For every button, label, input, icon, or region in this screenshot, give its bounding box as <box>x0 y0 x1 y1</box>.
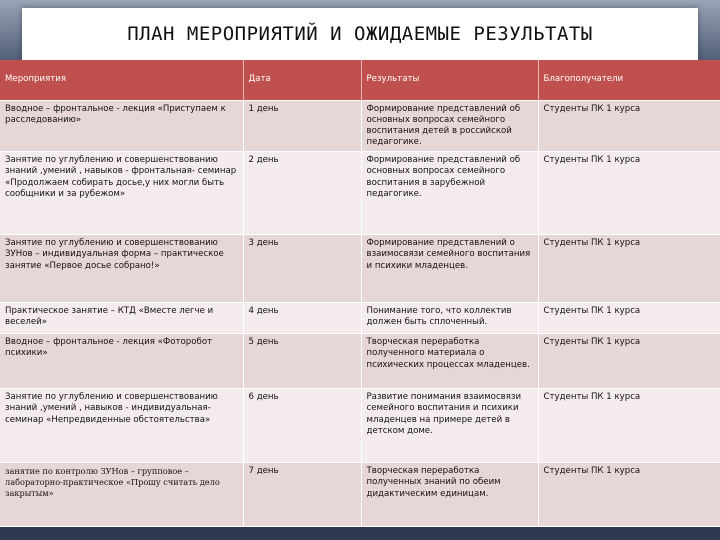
cell-event: Вводное – фронтальное - лекция «Приступаем к расследованию» <box>0 100 243 152</box>
cell-date: 4 день <box>243 303 361 334</box>
cell-beneficiary: Студенты ПК 1 курса <box>538 152 720 235</box>
header-results: Результаты <box>361 60 538 100</box>
cell-result: Формирование представлений об основных вопросах семейного воспитания в зарубежной педагогике. <box>361 152 538 235</box>
cell-result: Формирование представлений о взаимосвязи семейного воспитания и психики младенцев. <box>361 235 538 303</box>
cell-date: 3 день <box>243 235 361 303</box>
table-row <box>0 389 720 463</box>
cell-event: Занятие по углублению и совершенствованию знаний ,умений , навыков - индивидуальная- семинар «Непредвиденные обстоятельства» <box>0 389 243 463</box>
table-row <box>0 303 720 334</box>
table-row <box>0 152 720 235</box>
table-header-row <box>0 60 720 100</box>
cell-beneficiary: Студенты ПК 1 курса <box>538 389 720 463</box>
title-box <box>22 8 698 60</box>
cell-date: 5 день <box>243 334 361 389</box>
cell-beneficiary: Студенты ПК 1 курса <box>538 100 720 152</box>
table-row <box>0 463 720 527</box>
page-title: ПЛАН МЕРОПРИЯТИЙ И ОЖИДАЕМЫЕ РЕЗУЛЬТАТЫ <box>127 23 593 45</box>
cell-date: 6 день <box>243 389 361 463</box>
header-date: Дата <box>243 60 361 100</box>
cell-event: занятие по контролю ЗУНов – групповое – лабораторно-практическое «Прошу считать дело закрытым» <box>0 463 243 527</box>
cell-result: Понимание того, что коллектив должен быть сплоченный. <box>361 303 538 334</box>
cell-event: Практическое занятие – КТД «Вместе легче и веселей» <box>0 303 243 334</box>
cell-result: Творческая переработка полученных знаний по обеим дидактическим единицам. <box>361 463 538 527</box>
cell-event: Занятие по углублению и совершенствованию знаний ,умений , навыков - фронтальная- семинар «Продолжаем собирать досье,у них могли быть сообщники и за рубежом» <box>0 152 243 235</box>
header-beneficiaries: Благополучатели <box>538 60 720 100</box>
cell-beneficiary: Студенты ПК 1 курса <box>538 334 720 389</box>
cell-date: 2 день <box>243 152 361 235</box>
header-events: Мероприятия <box>0 60 243 100</box>
cell-result: Творческая переработка полученного материала о психических процессах младенцев. <box>361 334 538 389</box>
cell-beneficiary: Студенты ПК 1 курса <box>538 463 720 527</box>
table-row <box>0 100 720 152</box>
cell-date: 7 день <box>243 463 361 527</box>
cell-date: 1 день <box>243 100 361 152</box>
plan-table <box>0 60 720 527</box>
cell-result: Развитие понимания взаимосвязи семейного воспитания и психики младенцев на примере детей в детском доме. <box>361 389 538 463</box>
cell-event: Занятие по углублению и совершенствованию ЗУНов – индивидуальная форма – практическое занятие «Первое досье собрано!» <box>0 235 243 303</box>
cell-event: Вводное – фронтальное - лекция «Фоторобот психики» <box>0 334 243 389</box>
table-row <box>0 235 720 303</box>
cell-beneficiary: Студенты ПК 1 курса <box>538 235 720 303</box>
cell-result: Формирование представлений об основных вопросах семейного воспитания детей в российской педагогике. <box>361 100 538 152</box>
table-row <box>0 334 720 389</box>
cell-beneficiary: Студенты ПК 1 курса <box>538 303 720 334</box>
